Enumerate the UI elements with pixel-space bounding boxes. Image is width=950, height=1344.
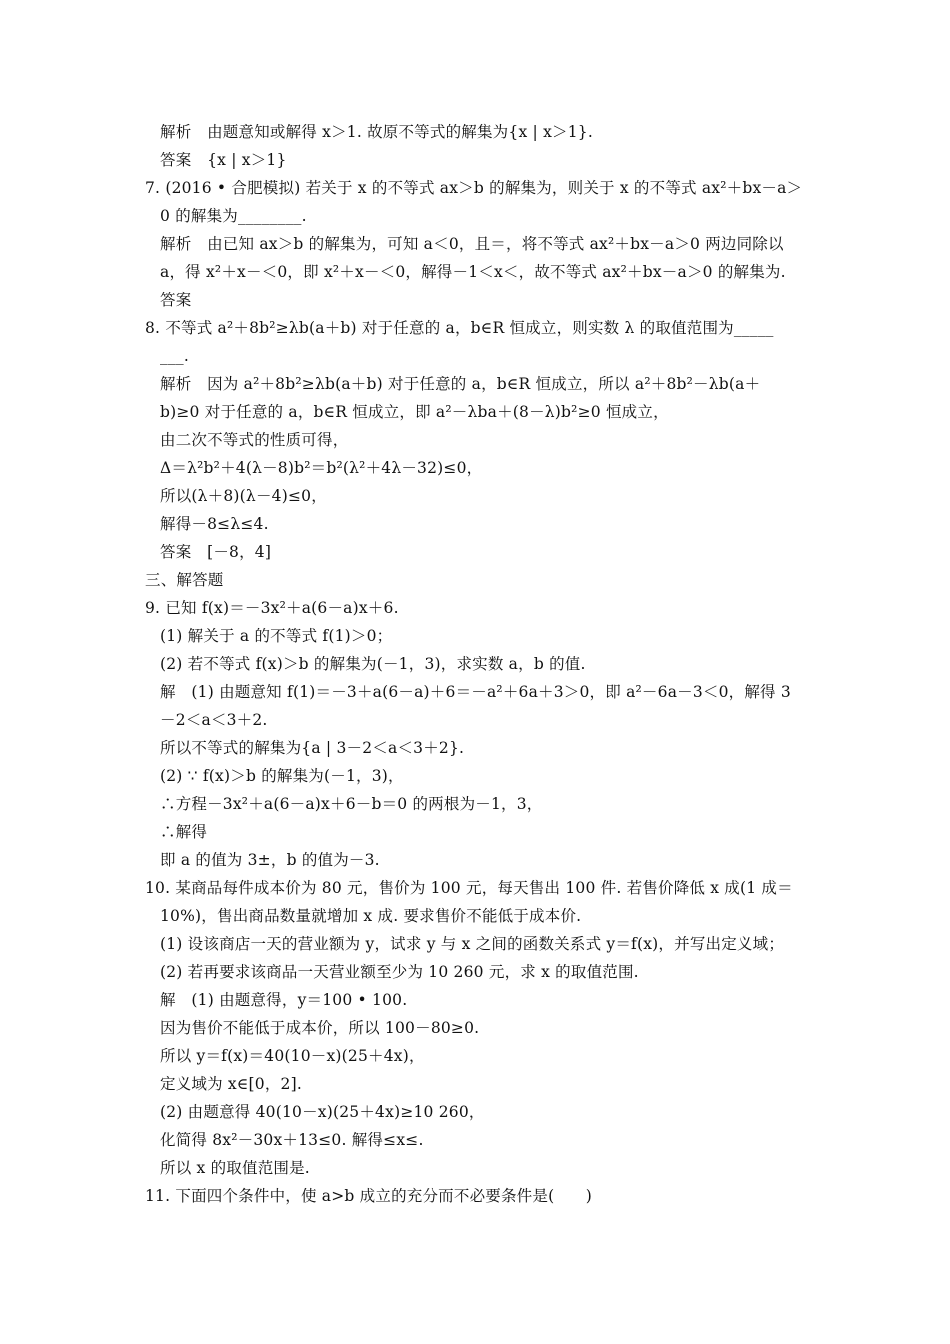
text-line: b)≥0 对于任意的 a，b∈R 恒成立，即 a²－λba＋(8－λ)b²≥0 恒成立，	[160, 403, 669, 421]
text-line: ∴方程－3x²＋a(6－a)x＋6－b＝0 的两根为－1，3，	[160, 795, 543, 813]
text-line: ___.	[160, 347, 189, 365]
text-line: (2) 由题意得 40(10－x)(25＋4x)≥10 260，	[160, 1103, 485, 1121]
text-line: 8. 不等式 a²＋8b²≥λb(a＋b) 对于任意的 a，b∈R 恒成立，则实数 λ 的取值范围为_____	[145, 319, 774, 337]
text-line: 解析 由已知 ax＞b 的解集为，可知 a＜0，且＝，将不等式 ax²＋bx－a＞0 两边同除以	[160, 235, 784, 253]
text-line: 所以不等式的解集为{a | 3－2＜a＜3＋2}.	[160, 739, 465, 757]
text-line: 即 a 的值为 3±，b 的值为－3.	[160, 851, 380, 869]
text-line: (1) 解关于 a 的不等式 f(1)＞0；	[160, 627, 393, 645]
text-line: 因为售价不能低于成本价，所以 100－80≥0.	[160, 1019, 480, 1037]
text-line: 所以 x 的取值范围是.	[160, 1159, 310, 1177]
text-line: 11. 下面四个条件中，使 a>b 成立的充分而不必要条件是( )	[145, 1187, 592, 1205]
text-line: 答案 {x | x＞1}	[160, 151, 287, 169]
text-line: ∴解得	[160, 823, 208, 841]
text-line: (2) 若不等式 f(x)＞b 的解集为(－1，3)，求实数 a，b 的值.	[160, 655, 586, 673]
text-line: 解得－8≤λ≤4.	[160, 515, 269, 533]
text-line: a，得 x²＋x－＜0，即 x²＋x－＜0，解得－1＜x＜，故不等式 ax²＋bx－a＞0 的解集为.	[160, 263, 786, 281]
text-line: Δ＝λ²b²＋4(λ－8)b²＝b²(λ²＋4λ－32)≤0，	[160, 459, 483, 477]
text-line: 解 (1) 由题意得，y＝100 • 100.	[160, 991, 408, 1009]
text-line: 10. 某商品每件成本价为 80 元，售价为 100 元，每天售出 100 件. 若售价降低 x 成(1 成＝	[145, 879, 793, 897]
text-line: 7. (2016 • 合肥模拟) 若关于 x 的不等式 ax＞b 的解集为，则关于 x 的不等式 ax²＋bx－a＞	[145, 179, 803, 197]
text-line: －2＜a＜3＋2.	[160, 711, 268, 729]
text-line: 解析 由题意知或解得 x＞1. 故原不等式的解集为{x | x＞1}.	[160, 123, 593, 141]
text-line: (1) 设该商店一天的营业额为 y，试求 y 与 x 之间的函数关系式 y＝f(x)，并写出定义域；	[160, 935, 785, 953]
text-line: 9. 已知 f(x)＝－3x²＋a(6－a)x＋6.	[145, 599, 399, 617]
section-heading: 三、解答题	[145, 571, 224, 589]
text-line: 由二次不等式的性质可得，	[160, 431, 349, 449]
text-line: 解析 因为 a²＋8b²≥λb(a＋b) 对于任意的 a，b∈R 恒成立，所以 a²＋8b²－λb(a＋	[160, 375, 761, 393]
text-line: 定义域为 x∈[0，2].	[160, 1075, 302, 1093]
text-line: (2) ∵ f(x)＞b 的解集为(－1，3)，	[160, 767, 404, 785]
text-line: 答案 [－8，4]	[160, 543, 272, 561]
text-line: 所以(λ＋8)(λ－4)≤0，	[160, 487, 327, 505]
text-line: 10%)，售出商品数量就增加 x 成. 要求售价不能低于成本价.	[160, 907, 582, 925]
text-line: 解 (1) 由题意知 f(1)＝－3＋a(6－a)＋6＝－a²＋6a＋3＞0，即 a²－6a－3＜0，解得 3	[160, 683, 791, 701]
text-line: 化简得 8x²－30x＋13≤0. 解得≤x≤.	[160, 1131, 424, 1149]
text-line: 所以 y＝f(x)＝40(10－x)(25＋4x)，	[160, 1047, 425, 1065]
text-line: (2) 若再要求该商品一天营业额至少为 10 260 元，求 x 的取值范围.	[160, 963, 639, 981]
text-line: 0 的解集为________.	[160, 207, 307, 225]
text-line: 答案	[160, 291, 192, 309]
